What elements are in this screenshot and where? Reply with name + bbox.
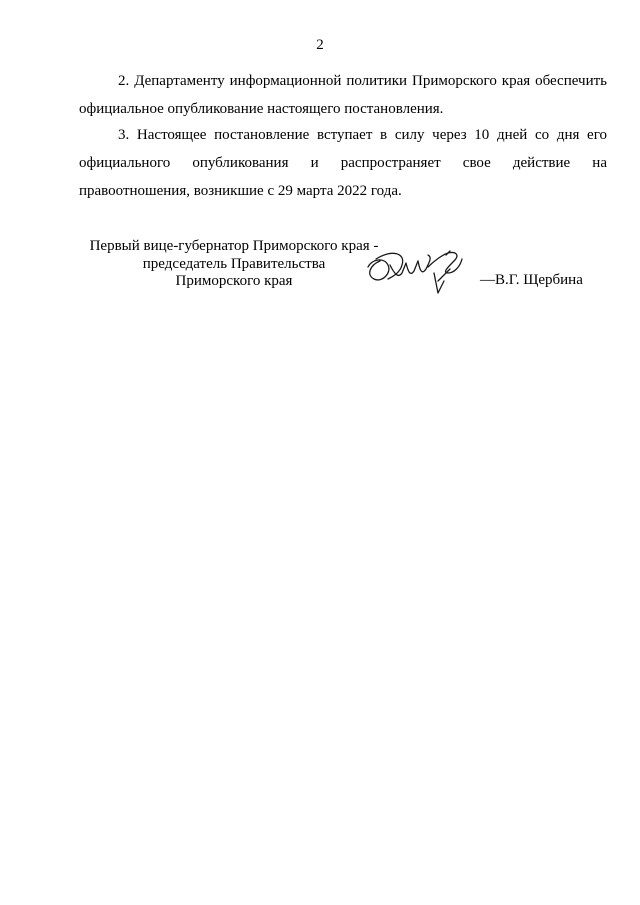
signatory-title-line-2: председатель Правительства — [142, 255, 326, 272]
handwritten-signature — [362, 243, 482, 303]
signatory-title — [79, 238, 389, 291]
page-number: 2 — [316, 37, 324, 53]
signatory-title-line-1: Первый вице-губернатор Приморского края - — [89, 238, 379, 254]
signatory-name: —В.Г. Щербина — [480, 272, 583, 288]
signatory-title-line-3: Приморского края — [175, 273, 293, 289]
paragraph-3: 3. Настоящее постановление вступает в силу через 10 дней со дня его официального опубликования и распространяет свое действие на правоотношения, возникшие с 29 марта 2022 года. — [79, 127, 607, 199]
paragraph-2: 2. Департаменту информационной политики Приморского края обеспечить официальное опубликование настоящего постановления. — [79, 73, 607, 117]
